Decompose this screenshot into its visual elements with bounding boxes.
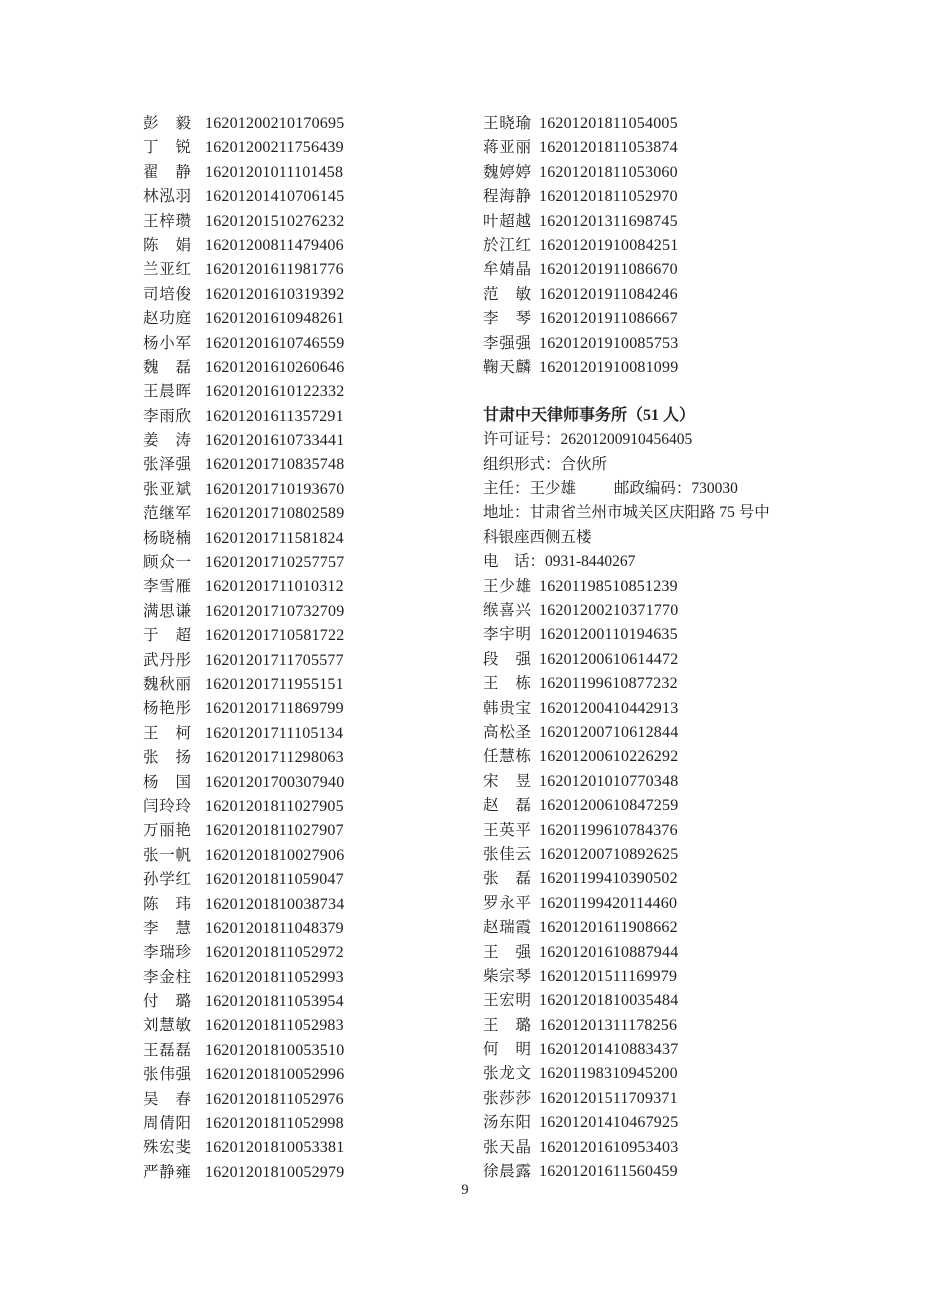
lawyer-license-number: 16201201011101458: [205, 163, 344, 181]
lawyer-license-number: 16201201811059047: [205, 871, 344, 889]
lawyer-row: [143, 527, 483, 551]
lawyer-license-number: 16201201711705577: [205, 651, 344, 669]
lawyer-license-number: 16201201611357291: [205, 407, 344, 425]
lawyer-name: 陈玮: [143, 895, 191, 913]
lawyer-license-number: 16201201811054005: [539, 115, 678, 132]
lawyer-name: 王璐: [483, 1016, 531, 1034]
lawyer-name: 吴春: [143, 1090, 191, 1108]
lawyer-license-number: 16201200110194635: [539, 626, 678, 644]
lawyer-license-number: 16201199610877232: [539, 675, 678, 693]
lawyer-license-number: 16201200410442913: [539, 699, 679, 717]
lawyer-name: 张天晶: [483, 1138, 531, 1156]
lawyer-name: 李强强: [483, 334, 531, 352]
lawyer-name: 罗永平: [483, 894, 531, 912]
lawyer-license-number: 16201201711955151: [205, 675, 344, 693]
lawyer-row: [483, 1136, 930, 1160]
lawyer-name: 李慧: [143, 919, 191, 937]
lawyer-row: [143, 356, 483, 380]
lawyer-name: 於江红: [483, 236, 531, 254]
lawyer-row: [143, 1039, 483, 1063]
lawyer-row: [483, 623, 930, 647]
firm-phone-label: 电 话：: [483, 553, 546, 571]
lawyer-license-number: 16201201811053874: [539, 139, 678, 157]
lawyer-row: [483, 721, 930, 745]
lawyer-license-number: 16201201711010312: [205, 578, 344, 596]
lawyer-row: [143, 1136, 483, 1160]
lawyer-license-number: 16201201610122332: [205, 383, 345, 401]
lawyer-row: [143, 551, 483, 575]
lawyer-row: [143, 332, 483, 356]
lawyer-name: 张泽强: [143, 456, 191, 474]
firm-phone-value: 0931-8440267: [545, 553, 636, 571]
lawyer-row: [143, 990, 483, 1014]
lawyer-row: [483, 648, 930, 672]
lawyer-row: [483, 185, 930, 209]
lawyer-license-number: 16201201911086670: [539, 261, 678, 279]
lawyer-license-number: 16201201810035484: [539, 992, 679, 1010]
lawyer-name: 周倩阳: [143, 1115, 191, 1133]
lawyer-license-number: 16201201610887944: [539, 943, 679, 961]
lawyer-row: [483, 599, 930, 623]
lawyer-name: 殊宏斐: [143, 1139, 191, 1157]
lawyer-license-number: 16201201811052976: [205, 1090, 344, 1108]
lawyer-license-number: 16201201811052993: [205, 968, 344, 986]
lawyer-name: 李雨欣: [143, 407, 191, 425]
lawyer-name: 蒋亚丽: [483, 139, 531, 157]
lawyer-name: 王栋: [483, 675, 531, 693]
lawyer-license-number: 16201201810052996: [205, 1066, 345, 1084]
lawyer-name: 李宇明: [483, 626, 531, 644]
lawyer-name: 于超: [143, 627, 191, 645]
lawyer-license-number: 16201201710732709: [205, 602, 345, 620]
lawyer-row: [143, 1088, 483, 1112]
lawyer-name: 顾众一: [143, 554, 191, 572]
firm-address-line-2: 科银座西侧五楼: [483, 528, 592, 546]
lawyer-name: 张莎莎: [483, 1089, 531, 1107]
lawyer-license-number: 16201199410390502: [539, 870, 678, 888]
lawyer-name: 张磊: [483, 870, 531, 888]
lawyer-license-number: 16201201811052998: [205, 1115, 344, 1133]
lawyer-row: [483, 1038, 930, 1062]
firm-address-label: 地址：: [483, 504, 530, 522]
lawyer-name: 杨国: [143, 773, 191, 791]
firm-info-block: [483, 404, 930, 575]
lawyer-row: [143, 161, 483, 185]
lawyer-name: 赵磊: [483, 797, 531, 815]
firm-org-form-label: 组织形式：: [483, 455, 561, 473]
lawyer-license-number: 16201201811053954: [205, 993, 344, 1011]
lawyer-name: 姜涛: [143, 432, 191, 450]
lawyer-license-number: 16201201010770348: [539, 772, 679, 790]
lawyer-license-number: 16201201811052972: [205, 944, 344, 962]
lawyer-name: 王少雄: [483, 577, 531, 595]
lawyer-name: 韩贵宝: [483, 699, 531, 717]
lawyer-row: [483, 867, 930, 891]
lawyer-license-number: 16201201511169979: [539, 967, 678, 985]
lawyer-license-number: 16201201911086667: [539, 310, 678, 328]
lawyer-license-number: 16201200210371770: [539, 602, 679, 620]
lawyer-row: [143, 819, 483, 843]
lawyer-name: 张扬: [143, 749, 191, 767]
lawyer-row: [143, 502, 483, 526]
lawyer-license-number: 16201201611981776: [205, 261, 344, 279]
lawyer-row: [143, 1063, 483, 1087]
lawyer-name: 赵功庭: [143, 310, 191, 328]
lawyer-name: 范敏: [483, 285, 531, 303]
lawyer-row: [483, 745, 930, 769]
lawyer-license-number: 16201200610614472: [539, 650, 679, 668]
lawyer-license-number: 16201198310945200: [539, 1065, 678, 1083]
right-column-lawyer-list-top: [483, 112, 930, 380]
lawyer-row: [143, 624, 483, 648]
lawyer-name: 丁锐: [143, 139, 191, 157]
lawyer-license-number: 16201201510276232: [205, 212, 345, 230]
lawyer-name: 陈娟: [143, 236, 191, 254]
lawyer-name: 段强: [483, 650, 531, 668]
firm-org-form-value: 合伙所: [560, 455, 608, 473]
firm-postcode-group: [614, 480, 738, 497]
lawyer-name: 宋昱: [483, 772, 531, 790]
firm-postcode-label: 邮政编码：: [613, 480, 692, 498]
lawyer-license-number: 16201201410467925: [539, 1114, 679, 1132]
lawyer-license-number: 16201201811052970: [539, 188, 678, 206]
firm-postcode-value: 730030: [691, 480, 738, 498]
lawyer-license-number: 16201201911084246: [539, 285, 678, 303]
lawyer-license-number: 16201201711105134: [205, 724, 344, 742]
lawyer-license-number: 16201200610847259: [539, 797, 679, 815]
lawyer-row: [143, 917, 483, 941]
lawyer-name: 林泓羽: [143, 188, 191, 206]
lawyer-name: 汤东阳: [483, 1114, 531, 1132]
lawyer-row: [143, 868, 483, 892]
lawyer-name: 孙学红: [143, 871, 191, 889]
lawyer-row: [143, 697, 483, 721]
lawyer-license-number: 16201201910081099: [539, 358, 679, 376]
lawyer-license-number: 16201201811052983: [205, 1017, 344, 1035]
lawyer-row: [143, 478, 483, 502]
lawyer-row: [483, 916, 930, 940]
lawyer-license-number: 16201201711869799: [205, 700, 344, 718]
lawyer-license-number: 16201201710835748: [205, 456, 345, 474]
lawyer-name: 张龙文: [483, 1065, 531, 1083]
lawyer-row: [483, 161, 930, 185]
lawyer-license-number: 16201199610784376: [539, 821, 678, 839]
lawyer-name: 李金柱: [143, 968, 191, 986]
lawyer-license-number: 16201201810053510: [205, 1041, 345, 1059]
lawyer-name: 魏磊: [143, 358, 191, 376]
firm-director-label: 主任：: [483, 480, 530, 498]
lawyer-row: [143, 795, 483, 819]
lawyer-name: 王英平: [483, 821, 531, 839]
firm-title: 甘肃中天律师事务所（51 人）: [483, 406, 696, 424]
lawyer-license-number: 16201201811053060: [539, 163, 678, 181]
lawyer-license-number: 16201201610948261: [205, 310, 345, 328]
lawyer-name: 程海静: [483, 188, 531, 206]
lawyer-license-number: 16201201710193670: [205, 480, 345, 498]
lawyer-name: 魏秋丽: [143, 675, 191, 693]
lawyer-name: 满思谦: [143, 602, 191, 620]
lawyer-license-number: 16201200610226292: [539, 748, 679, 766]
right-column-lawyer-list-bottom: [483, 575, 930, 1185]
lawyer-name: 兰亚红: [143, 261, 191, 279]
lawyer-row: [483, 892, 930, 916]
lawyer-license-number: 16201200811479406: [205, 236, 344, 254]
firm-license-line: [483, 428, 930, 452]
lawyer-name: 严静雍: [143, 1163, 191, 1181]
lawyer-name: 付璐: [143, 993, 191, 1011]
lawyer-license-number: 16201201610953403: [539, 1138, 679, 1156]
lawyer-license-number: 16201201711298063: [205, 749, 344, 767]
lawyer-license-number: 16201201410706145: [205, 188, 345, 206]
lawyer-row: [483, 575, 930, 599]
firm-license-label: 许可证号：: [483, 431, 561, 449]
lawyer-row: [143, 673, 483, 697]
lawyer-license-number: 16201201811027905: [205, 797, 344, 815]
lawyer-name: 徐晨露: [483, 1163, 531, 1181]
lawyer-row: [483, 843, 930, 867]
lawyer-name: 司培俊: [143, 285, 191, 303]
lawyer-license-number: 16201201311178256: [539, 1016, 678, 1034]
firm-director-value: 王少雄: [529, 480, 577, 498]
firm-phone-line: [483, 550, 930, 574]
lawyer-name: 王梓瓒: [143, 212, 191, 230]
lawyer-name: 张一帆: [143, 846, 191, 864]
lawyer-license-number: 16201198510851239: [539, 577, 678, 595]
lawyer-license-number: 16201200710612844: [539, 723, 679, 741]
lawyer-name: 万丽艳: [143, 822, 191, 840]
lawyer-license-number: 16201201610260646: [205, 358, 345, 376]
lawyer-name: 叶超越: [483, 212, 531, 230]
lawyer-row: [143, 893, 483, 917]
lawyer-license-number: 16201201810027906: [205, 846, 345, 864]
lawyer-name: 翟静: [143, 163, 191, 181]
lawyer-name: 鞠天麟: [483, 358, 531, 376]
lawyer-row: [143, 185, 483, 209]
lawyer-name: 王晓瑜: [483, 115, 531, 132]
lawyer-row: [143, 649, 483, 673]
lawyer-row: [483, 136, 930, 160]
lawyer-row: [483, 332, 930, 356]
lawyer-name: 张亚斌: [143, 480, 191, 498]
lawyer-row: [483, 307, 930, 331]
lawyer-row: [143, 941, 483, 965]
lawyer-row: [143, 966, 483, 990]
lawyer-row: [483, 819, 930, 843]
lawyer-row: [483, 1014, 930, 1038]
lawyer-license-number: 16201201610746559: [205, 334, 345, 352]
lawyer-name: 闫玲玲: [143, 797, 191, 815]
lawyer-row: [143, 307, 483, 331]
lawyer-row: [483, 965, 930, 989]
lawyer-license-number: 16201199420114460: [539, 894, 678, 912]
lawyer-row: [143, 405, 483, 429]
lawyer-row: [143, 722, 483, 746]
lawyer-row: [483, 941, 930, 965]
lawyer-row: [143, 380, 483, 404]
lawyer-row: [483, 234, 930, 258]
lawyer-license-number: 16201201611908662: [539, 919, 678, 937]
lawyer-name: 王宏明: [483, 992, 531, 1010]
lawyer-name: 张伟强: [143, 1066, 191, 1084]
lawyer-row: [143, 210, 483, 234]
lawyer-row: [483, 1111, 930, 1135]
lawyer-license-number: 16201201700307940: [205, 773, 345, 791]
lawyer-name: 魏婷婷: [483, 163, 531, 181]
lawyer-row: [143, 453, 483, 477]
lawyer-license-number: 16201201410883437: [539, 1041, 679, 1059]
lawyer-name: 缑喜兴: [483, 602, 531, 620]
lawyer-name: 张佳云: [483, 845, 531, 863]
lawyer-name: 杨小军: [143, 334, 191, 352]
firm-org-form-line: [483, 453, 930, 477]
lawyer-name: 李雪雁: [143, 578, 191, 596]
lawyer-row: [483, 697, 930, 721]
lawyer-row: [143, 1112, 483, 1136]
left-column-lawyer-list: [143, 112, 483, 1185]
lawyer-name: 刘慧敏: [143, 1017, 191, 1035]
lawyer-name: 李琴: [483, 310, 531, 328]
lawyer-license-number: 16201201611560459: [539, 1163, 678, 1181]
lawyer-name: 高松圣: [483, 723, 531, 741]
lawyer-name: 杨艳彤: [143, 700, 191, 718]
lawyer-license-number: 16201201610319392: [205, 285, 345, 303]
right-column: [483, 112, 930, 1185]
lawyer-row: [483, 283, 930, 307]
lawyer-license-number: 16201201910084251: [539, 236, 679, 254]
lawyer-license-number: 16201200211756439: [205, 139, 344, 157]
lawyer-name: 何明: [483, 1041, 531, 1059]
lawyer-name: 杨晓楠: [143, 529, 191, 547]
lawyer-license-number: 16201201810053381: [205, 1139, 345, 1157]
lawyer-license-number: 16201200210170695: [205, 115, 345, 132]
lawyer-name: 任慧栋: [483, 748, 531, 766]
lawyer-row: [483, 794, 930, 818]
lawyer-name: 王强: [483, 943, 531, 961]
lawyer-name: 牟婧晶: [483, 261, 531, 279]
firm-address-value-1: 甘肃省兰州市城关区庆阳路 75 号中: [529, 504, 770, 522]
lawyer-row: [143, 771, 483, 795]
lawyer-row: [483, 1087, 930, 1111]
lawyer-license-number: 16201201810038734: [205, 895, 345, 913]
lawyer-name: 王晨晖: [143, 383, 191, 401]
lawyer-row: [483, 258, 930, 282]
lawyer-license-number: 16201201811027907: [205, 822, 344, 840]
lawyer-row: [143, 844, 483, 868]
lawyer-license-number: 16201201610733441: [205, 432, 345, 450]
lawyer-license-number: 16201201511709371: [539, 1089, 678, 1107]
lawyer-row: [143, 429, 483, 453]
lawyer-license-number: 16201201810052979: [205, 1163, 345, 1181]
lawyer-row: [483, 356, 930, 380]
lawyer-license-number: 16201201710581722: [205, 627, 345, 645]
lawyer-name: 武丹彤: [143, 651, 191, 669]
lawyer-row: [143, 746, 483, 770]
lawyer-row: [143, 234, 483, 258]
lawyer-row: [483, 210, 930, 234]
lawyer-row: [483, 770, 930, 794]
lawyer-license-number: 16201201811048379: [205, 919, 344, 937]
lawyer-license-number: 16201201910085753: [539, 334, 679, 352]
lawyer-row: [143, 258, 483, 282]
firm-address-line-1: [483, 501, 930, 525]
lawyer-license-number: 16201201711581824: [205, 529, 344, 547]
lawyer-row: [483, 1062, 930, 1086]
firm-director-group: [483, 480, 580, 497]
page-number: 9: [461, 1182, 469, 1198]
firm-license-number: 26201200910456405: [560, 431, 693, 449]
lawyer-row: [143, 1014, 483, 1038]
lawyer-license-number: 16201201710257757: [205, 554, 345, 572]
lawyer-name: 李瑞珍: [143, 944, 191, 962]
firm-director-line: [483, 477, 930, 501]
lawyer-license-number: 16201201710802589: [205, 505, 345, 523]
lawyer-name: 柴宗琴: [483, 967, 531, 985]
page-content: [143, 112, 930, 1185]
lawyer-row: [143, 136, 483, 160]
lawyer-name: 彭毅: [143, 115, 191, 132]
lawyer-row: [483, 989, 930, 1013]
lawyer-license-number: 16201201311698745: [539, 212, 678, 230]
lawyer-row: [143, 600, 483, 624]
lawyer-name: 范继军: [143, 505, 191, 523]
lawyer-row: [143, 575, 483, 599]
lawyer-name: 赵瑞霞: [483, 919, 531, 937]
lawyer-row: [143, 112, 483, 136]
lawyer-row: [143, 283, 483, 307]
lawyer-name: 王磊磊: [143, 1041, 191, 1059]
lawyer-license-number: 16201200710892625: [539, 845, 679, 863]
lawyer-name: 王柯: [143, 724, 191, 742]
lawyer-row: [483, 112, 930, 136]
lawyer-row: [483, 672, 930, 696]
